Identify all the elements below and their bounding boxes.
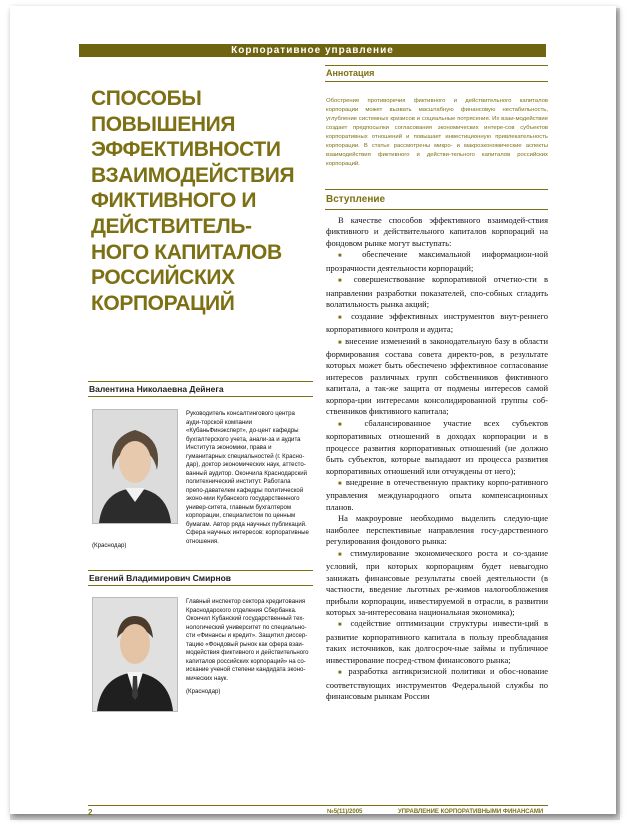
list-item: ■ внедрение в отечественную практику корпо-ративного управления международного опыта компенсационных планов. [326, 476, 549, 512]
list-item: ■ создание эффективных инструментов внут-реннего корпоративного контроля и аудита; [326, 310, 549, 335]
author-bio: Руководитель консалтингового центра ауди-торской компании «КубаньФинэксперт», до-цент кафедры бухгалтерского учета, анали-за и аудита Института экономики, права и гуманитарных специальностей (г. Красно-дар), доктор экономических наук, аттесто-ванный аудитор. Окончила Краснодарский политехнический институт. Работала препо-давателем кафедры политической эконо-мии Кубанского государственного универ-ситета, главным бухгалтером корпорации, специалистом по ценным бумагам. Автор ряда научных публикаций. Сфера научных интересов: корпоративные отношения. [186, 410, 309, 545]
list-item: ■ обеспечение максимальной информацион-ной прозрачности деятельности корпораций; [326, 249, 549, 273]
divider [325, 209, 548, 210]
divider [325, 65, 548, 66]
divider [88, 381, 313, 382]
section-header: Корпоративное управление [79, 44, 546, 57]
divider [88, 396, 313, 397]
list-item: ■ содействие оптимизации структуры инвести-ций в развитие корпоративного капитала в пользу преобладания таких источников, как долгосроч-ные займы и публичное инвестирование посред-ством финансового рынка; [326, 618, 548, 665]
page-number: 2 [88, 808, 93, 817]
list-item: ■ совершенствование корпоративной отчетно-сти в направлении разработки показателей, спо-собных сгладить волатильность рынка акций; [326, 274, 549, 310]
bullet-icon: ■ [338, 253, 351, 260]
author-name: Валентина Николаевна Дейнега [89, 384, 224, 394]
divider [325, 189, 548, 190]
bullet-icon: ■ [338, 622, 346, 629]
author-photo [92, 409, 178, 524]
divider [88, 585, 313, 586]
body-text [326, 215, 548, 703]
bullet-icon: ■ [338, 551, 345, 558]
author-bio: Главный инспектор сектора кредитования Краснодарского отделения Сбербанка. Окончил Кубанский государственный тех-нологический университет по специально-сти «Финансы и кредит». Защитил диссер-тацию «Фондовый рынок как сфера взаи-модействия фиктивного и действительного капиталов российских корпораций» на со-искание ученой степени кандидата эконо-мических наук. [186, 598, 309, 682]
portrait-image [93, 410, 177, 523]
bullet-icon: ■ [338, 670, 344, 677]
issue-number: №5(11)/2005 [327, 809, 363, 815]
annotation-heading: Аннотация [326, 68, 375, 78]
paragraph: На макроуровне необходимо выделить следую-щие наиболее перспективные направления госу-дарственного регулирования фондового рынка: [326, 513, 548, 547]
divider [88, 570, 313, 571]
intro-heading: Вступление [326, 194, 386, 205]
paragraph: В качестве способов эффективного взаимодей-ствия фиктивного и действительного капиталов корпораций на фондовом рынке могут выступать: [326, 215, 548, 248]
journal-name: УПРАВЛЕНИЕ КОРПОРАТИВНЫМИ ФИНАНСАМИ [398, 809, 544, 815]
bullet-icon: ■ [338, 314, 346, 321]
list-item: ■ сбалансированное участие всех субъектов корпоративных отношений в доходах корпорации и в процессе развития корпоративных отношений (не должно быть субъектов, которые выпадают из процесса развития корпоративных отношений или отчуждены от него); [326, 417, 548, 476]
author-city: (Краснодар) [186, 688, 221, 695]
author-photo [92, 597, 178, 712]
list-item: ■ внесение изменений в законодательную базу в области формирования состава совета директо-ров, в результате которых может быть обеспечено эффективное согласование интересов различных групп собственников фиктивного капитала, а так-же защита от подмены интересов самой корпора-ции интересами консолидированной группы соб-ственников фиктивного капитала; [326, 335, 549, 417]
annotation-text: Обострение противоречия фиктивного и действительного капиталов корпорации может вызвать масштабную финансовую нестабильность, углубление системных кризисов и социальные потрясения. Их взаи-модействие создает предпосылки согласования экономических интере-сов субъектов корпоративных отношений и повышает инвестиционную привлекательность корпорации. В статье рассмотрены микро- и макроэкономические аспекты взаимодействия фиктивного и действи-тельного капиталов российских корпораций. [326, 98, 548, 167]
bullet-icon: ■ [338, 278, 347, 285]
bullet-icon: ■ [338, 480, 343, 487]
author-city: (Краснодар) [92, 542, 127, 549]
list-item: ■ разработка антикризисной политики и обос-нование соответствующих инструментов Федеральной службы по финансовым рынкам России [326, 666, 549, 702]
article-title: СПОСОБЫ ПОВЫШЕНИЯ ЭФФЕКТИВНОСТИ ВЗАИМОДЕЙСТВИЯ ФИКТИВНОГО И ДЕЙСТВИТЕЛЬ- НОГО КАПИТАЛОВ РОССИЙСКИХ КОРПОРАЦИЙ [91, 87, 295, 315]
footer-rule [88, 805, 548, 806]
author-name: Евгений Владимирович Смирнов [89, 573, 232, 583]
portrait-image [93, 598, 177, 711]
divider [325, 81, 548, 82]
bullet-icon: ■ [338, 339, 343, 346]
list-item: ■ стимулирование экономического роста и со-здание условий, при которых корпорациям будет невыгодно занижать финансовые результаты своей деятельности (в частности, введение льготных ре-жимов налогообложения прибыли корпорации, инвестируемой в отрасли, в развитии которых за-интересована национальная экономика); [326, 547, 548, 617]
bullet-icon: ■ [338, 421, 352, 428]
